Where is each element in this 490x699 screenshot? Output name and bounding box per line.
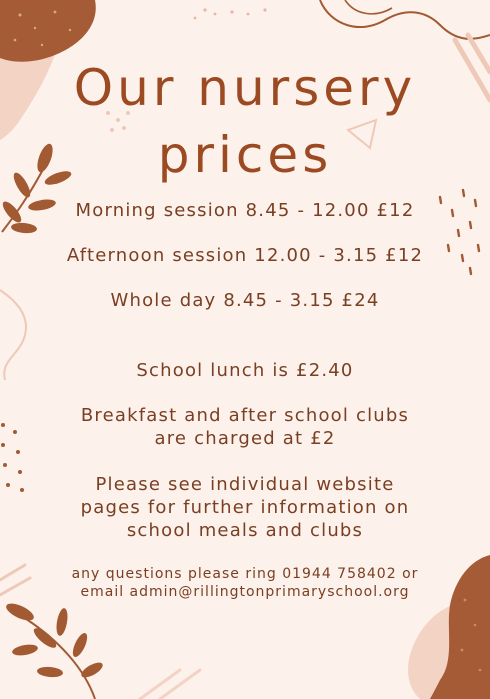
clubs-info-line-1: Breakfast and after school clubs	[80, 405, 410, 426]
clubs-info-line-2: are charged at £2	[154, 428, 336, 449]
price-whole-day: Whole day 8.45 - 3.15 £24	[110, 290, 380, 311]
top-left-brown-blob	[0, 0, 96, 62]
website-info-line-3: school meals and clubs	[126, 520, 364, 541]
contact-line-2: email admin@rillingtonprimaryschool.org	[80, 584, 410, 600]
top-right-loop-lines	[320, 0, 490, 39]
title-line-1: Our nursery	[73, 59, 417, 117]
price-morning: Morning session 8.45 - 12.00 £12	[75, 200, 415, 221]
title-line-2: prices	[157, 126, 333, 184]
website-info-line-2: pages for further information on	[80, 497, 410, 518]
top-dots	[194, 8, 267, 19]
website-info-line-1: Please see individual website	[95, 474, 395, 495]
lunch-info: School lunch is £2.40	[136, 360, 354, 381]
contact-line-1: any questions please ring 01944 758402 or	[71, 566, 419, 582]
leaf-branch-bottom-left	[4, 600, 105, 699]
price-afternoon: Afternoon session 12.00 - 3.15 £12	[66, 245, 424, 266]
